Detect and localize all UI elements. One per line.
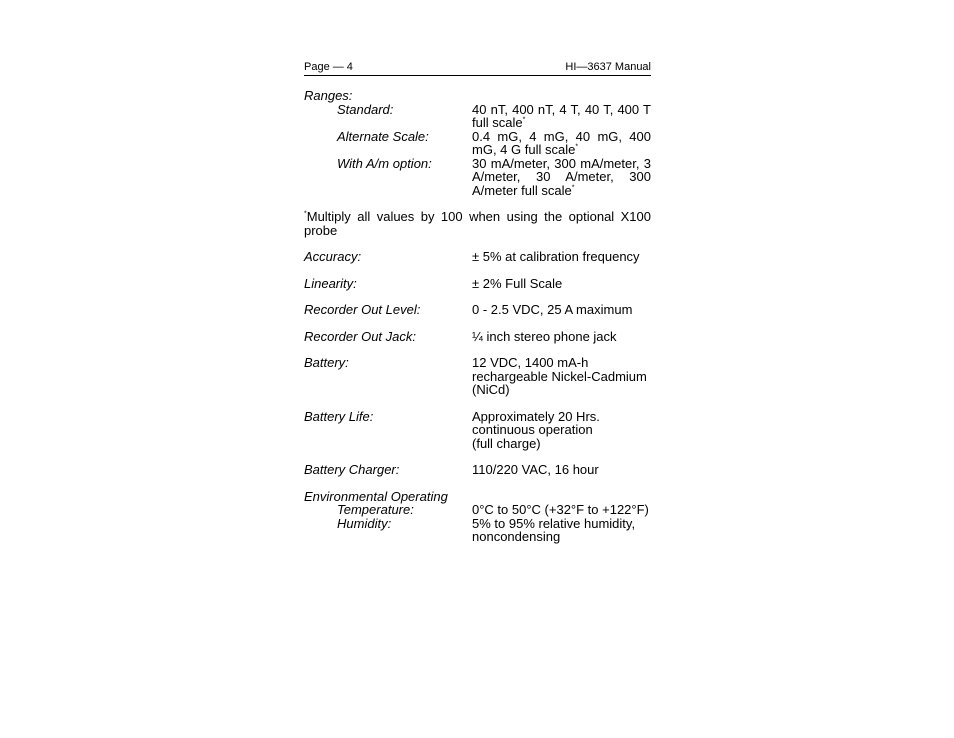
- spec-value-note: (full charge): [472, 435, 541, 451]
- manual-title: HI—3637 Manual: [565, 61, 651, 73]
- env-humidity-label: Humidity:: [337, 515, 392, 531]
- spec-label: Linearity:: [304, 275, 357, 291]
- range-am-label: With A/m option:: [337, 155, 432, 171]
- footnote: [304, 210, 651, 237]
- footnote-text: Multiply all values by 100 when using the optional X100 probe: [304, 209, 651, 238]
- footnote-star: *: [304, 210, 307, 218]
- env-temperature-label: Temperature:: [337, 502, 414, 517]
- spec-value: ± 5% at calibration frequency: [472, 249, 640, 264]
- spec-row-charger: [304, 463, 651, 477]
- footnote-marker: *: [522, 116, 526, 124]
- spec-row-battery: [304, 356, 651, 397]
- range-am-row: [304, 157, 651, 198]
- spec-row-recorder-jack: [304, 330, 651, 344]
- env-humidity-value: 5% to 95% relative humidity, noncondensing: [472, 515, 636, 544]
- spec-label: Recorder Out Level:: [304, 302, 421, 317]
- spec-label: Battery Life:: [304, 408, 374, 424]
- env-temperature-value: 0°C to 50°C (+32°F to +122°F): [472, 502, 649, 517]
- range-alternate-label: Alternate Scale:: [337, 128, 429, 144]
- environment-heading: Environmental Operating: [304, 488, 448, 504]
- spec-value: ± 2% Full Scale: [472, 275, 563, 291]
- env-humidity-row: [304, 517, 651, 544]
- spec-value: 12 VDC, 1400 mA-h rechargeable Nickel-Cadmium (NiCd): [472, 355, 647, 397]
- range-standard-row: [304, 103, 651, 130]
- page-number: Page — 4: [304, 61, 353, 73]
- spec-label: Recorder Out Jack:: [304, 328, 416, 344]
- spec-value: 110/220 VAC, 16 hour: [472, 462, 599, 477]
- range-alternate-value: 0.4 mG, 4 mG, 40 mG, 400 mG, 4 G full scale: [472, 128, 651, 157]
- env-temperature-row: [304, 503, 651, 517]
- range-am-value: 30 mA/meter, 300 mA/meter, 3 A/meter, 30 A/meter, 300 A/meter full scale: [472, 155, 651, 198]
- spec-value: 0 - 2.5 VDC, 25 A maximum: [472, 302, 633, 317]
- spec-value: Approximately 20 Hrs. continuous operation: [472, 408, 600, 437]
- footnote-marker: *: [571, 184, 575, 192]
- spec-value: ¼ inch stereo phone jack: [472, 328, 617, 344]
- spec-row-accuracy: [304, 250, 651, 264]
- spec-row-recorder-level: [304, 303, 651, 317]
- manual-page: [304, 60, 651, 544]
- range-alternate-row: [304, 130, 651, 157]
- spec-label: Battery:: [304, 355, 349, 370]
- spec-row-battery-life: [304, 410, 651, 451]
- spec-label: Battery Charger:: [304, 462, 400, 477]
- ranges-heading: Ranges:: [304, 88, 353, 103]
- spec-label: Accuracy:: [304, 249, 362, 264]
- spec-row-linearity: [304, 277, 651, 291]
- range-standard-value: 40 nT, 400 nT, 4 T, 40 T, 400 T full scale: [472, 101, 651, 130]
- page-header: [304, 60, 651, 76]
- range-standard-label: Standard:: [337, 101, 394, 117]
- footnote-marker: *: [575, 143, 579, 151]
